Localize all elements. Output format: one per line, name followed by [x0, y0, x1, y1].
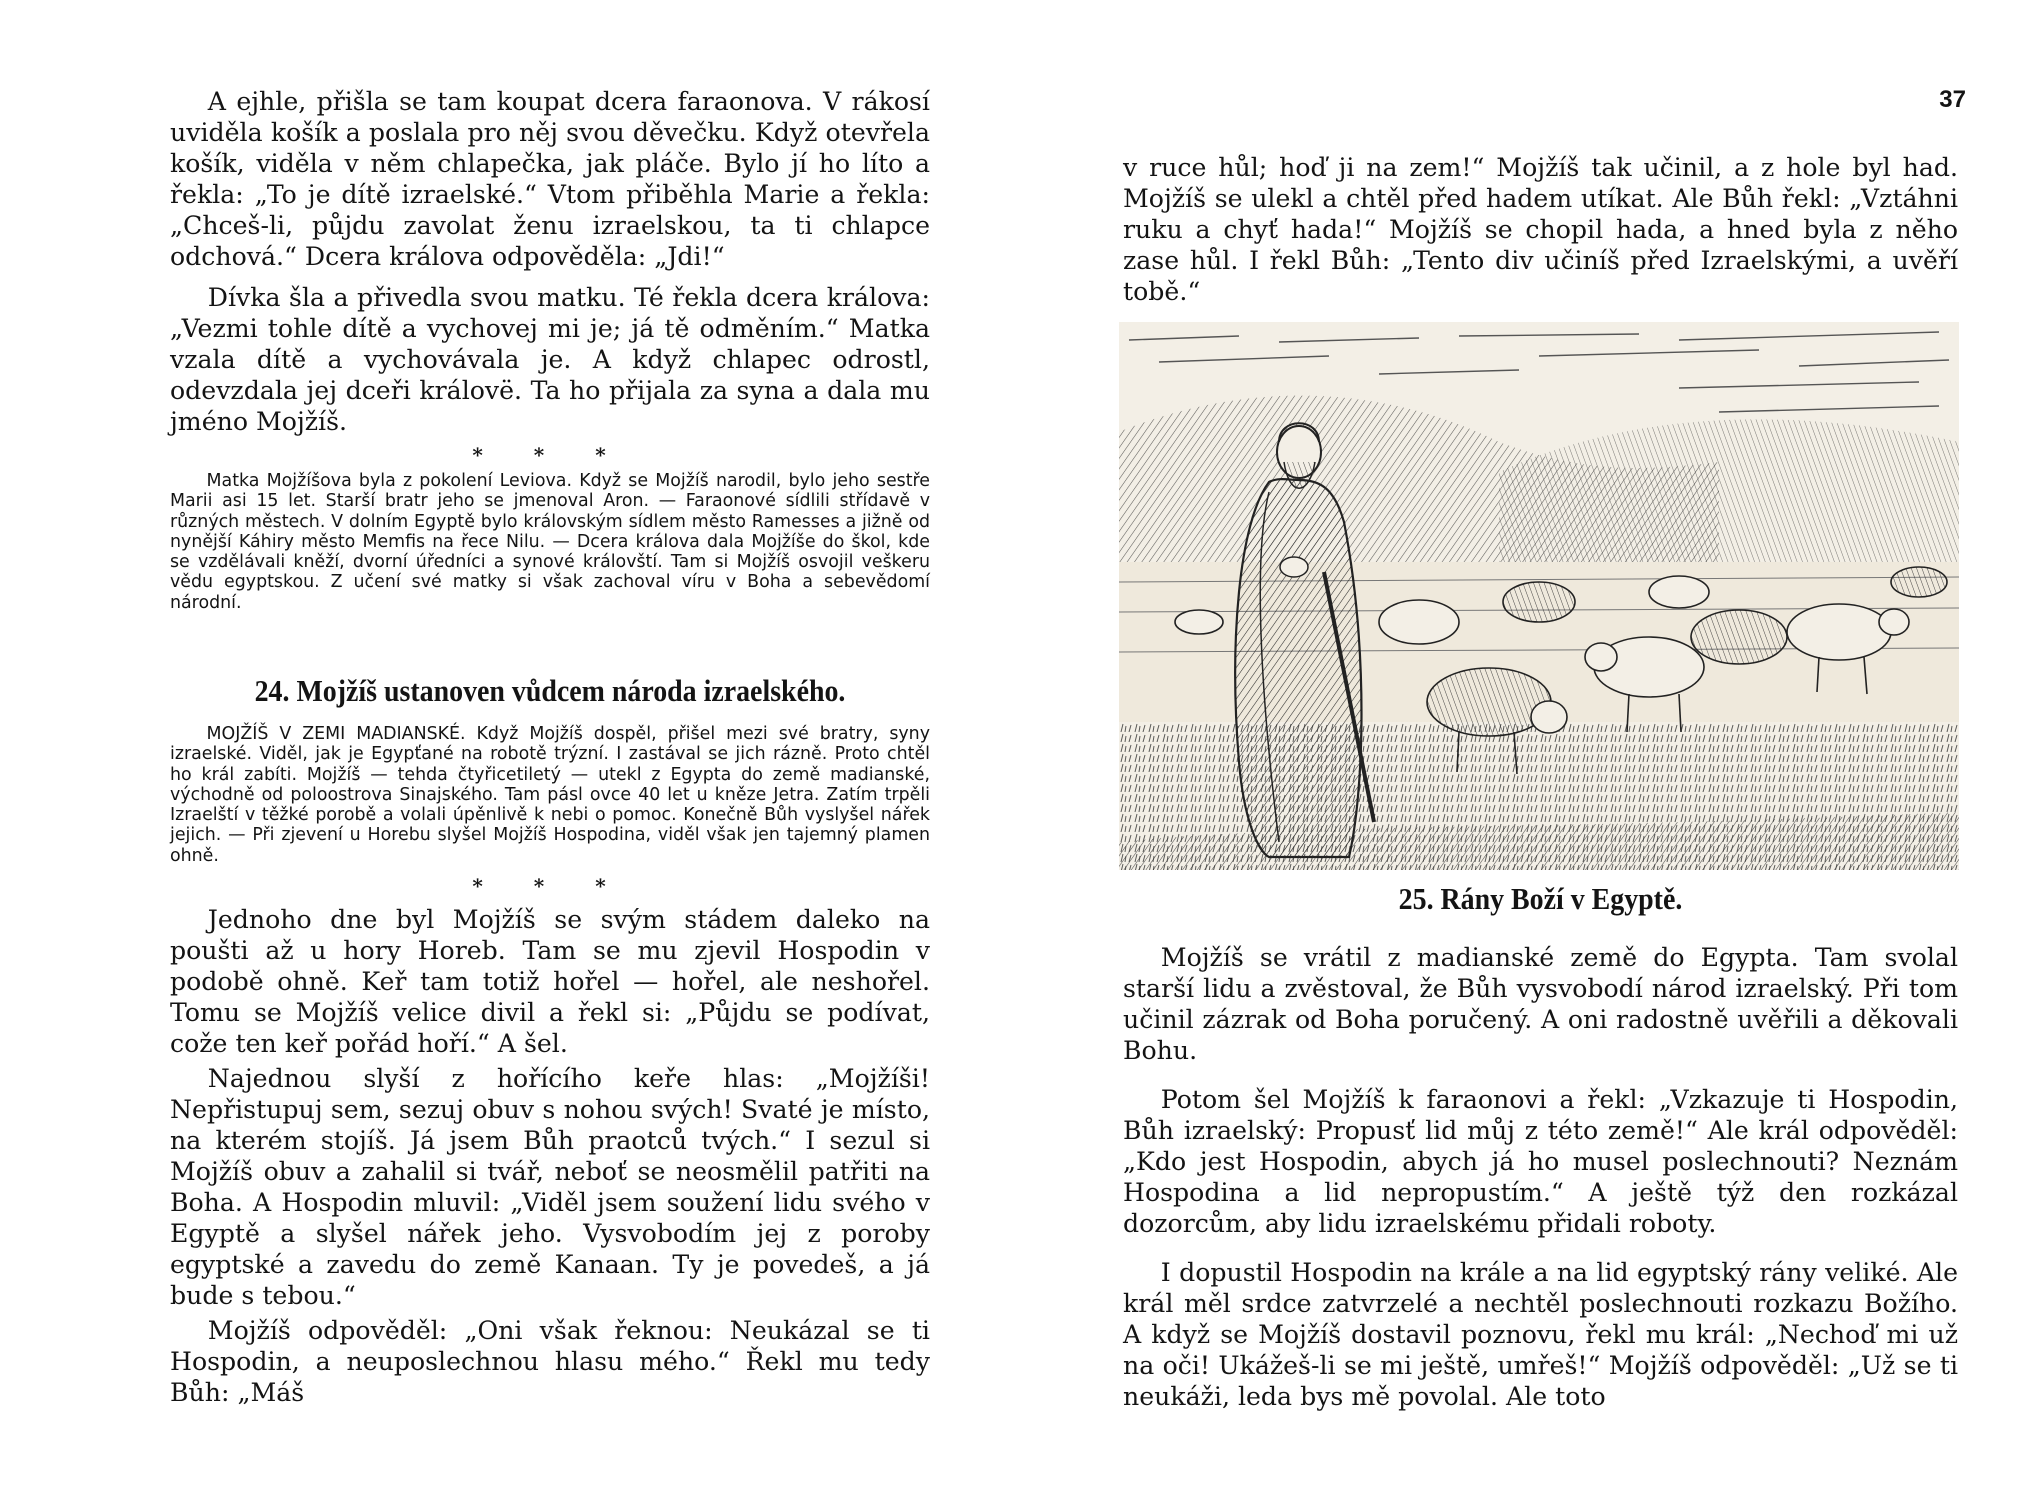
paragraph-reply: Mojžíš odpověděl: „Oni však řeknou: Neukázal se ti Hospodin, a neuposlechnou hlasu mého.“ Řekl mu tedy Bůh: „Máš	[170, 1316, 930, 1408]
section-separator: * * *	[472, 874, 628, 899]
chapter-heading-25: 25. Rány Boží v Egyptě.	[1398, 881, 1683, 916]
right-text-bottom	[1123, 880, 1958, 1412]
right-page	[1013, 0, 2026, 1500]
note-moses-family: Matka Mojžíšova byla z pokolení Leviova. Když se Mojžíš narodil, bylo jeho sestře Marii asi 15 let. Starší bratr jeho se jmenoval Aron. — Faraonové sídlili střídavě v různých městech. V dolním Egyptě bylo královským sídlem město Ramesses a jižně od nynější Káhiry město Memfis na řece Nilu. — Dcera králova dala Mojžíše do škol, kde se vzdělávali kněží, dvorní úředníci a synové královští. Tam si Mojžíš osvojil veškeru vědu egyptskou. Z učení své matky si však zachoval víru v Boha a sebevědomí národní.	[170, 471, 930, 613]
paragraph-basket: A ejhle, přišla se tam koupat dcera faraonova. V rákosí uviděla košík a poslala pro něj svou děvečku. Když otevřela košík, viděla v něm chlapečka, jak pláče. Bylo jí ho líto a řekla: „To je dítě izraelské.“ Vtom přiběhla Marie a řekla: „Chceš-li, půjdu zavolat ženu izraelskou, ta ti chlapce odchová.“ Dcera králova odpověděla: „Jdi!“	[170, 87, 930, 271]
left-text-bottom	[170, 672, 930, 1408]
shepherd-flock-illustration	[1119, 322, 1959, 870]
paragraph-voice: Najednou slyší z hořícího keře hlas: „Mojžíši! Nepřistupuj sem, sezuj obuv s nohou svých! Svaté je místo, na kterém stojíš. Já jsem Bůh praotců tvých.“ I sezul si Mojžíš obuv a zahalil si tvář, neboť se neosmělil patřiti na Boha. A Hospodin mluvil: „Viděl jsem soužení lidu svého v Egyptě a slyšel nářek jeho. Vysvobodím jej z poroby egyptské a zavedu do země Kanaan. Ty je povedeš, a já bude s tebou.“	[170, 1064, 930, 1311]
paragraph-return: Mojžíš se vrátil z madianské země do Egypta. Tam svolal starší lidu a zvěstoval, že Bůh vysvobodí národ izraelský. Při tom učinil zázrak od Boha poručený. A oni radostně uvěřili a děkovali Bohu.	[1123, 943, 1958, 1065]
paragraph-burning-bush: Jednoho dne byl Mojžíš se svým stádem daleko na poušti až u hory Horeb. Tam se mu zjevil Hospodin v podobě ohně. Keř tam totiž hořel — hořel, ale neshořel. Tomu se Mojžíš velice divil a řekl si: „Půjdu se podívat, cože ten keř pořád hoří.“ A šel.	[170, 905, 930, 1059]
page-number: 37	[1939, 86, 1966, 113]
left-text-top	[170, 86, 930, 613]
paragraph-staff: v ruce hůl; hoď ji na zem!“ Mojžíš tak učinil, a z hole byl had. Mojžíš se ulekl a chtěl před hadem utíkat. Ale Bůh řekl: „Vztáhni ruku a chyť hada!“ Mojžíš se chopil hada, a hned byla z něho zase hůl. I řekl Bůh: „Tento div učiníš před Izraelskými, a uvěří tobě.“	[1123, 153, 1958, 306]
section-separator: * * *	[472, 443, 628, 467]
paragraph-pharaoh: Potom šel Mojžíš k faraonovi a řekl: „Vzkazuje ti Hospodin, Bůh izraelský: Propusť lid můj z této země!“ Ale král odpověděl: „Kdo jest Hospodin, abych já ho musel poslechnouti? Neznám Hospodina a lid nepropustím.“ A ještě týž den rozkázal dozorcům, aby lidu izraelskému přidali roboty.	[1123, 1085, 1958, 1238]
chapter-heading-24: 24. Mojžíš ustanoven vůdcem národa izraelského.	[254, 673, 846, 708]
note-madian: MOJŽÍŠ V ZEMI MADIANSKÉ. Když Mojžíš dospěl, přišel mezi své bratry, syny izraelské. Viděl, jak je Egypťané na robotě trýzní. I zastával se jich rázně. Proto chtěl ho král zabíti. Mojžíš — tehda čtyřicetiletý — utekl z Egypta do země madianské, východně od poloostrova Sinajského. Tam pásl ovce 40 let u kněze Jetra. Zatím trpěli Izraelští v těžké porobě a volali úpěnlivě k nebi o pomoc. Konečně Bůh vyslyšel nářek jejich. — Při zjevení u Horebu slyšel Mojžíš Hospodina, viděl však jen tajemný plamen ohně.	[170, 724, 930, 866]
paragraph-mother: Dívka šla a přivedla svou matku. Té řekla dcera králova: „Vezmi tohle dítě a vychovej mi je; já tě odměním.“ Matka vzala dítě a vychovávala je. A když chlapec odrostl, odevzdala jej dceři královë. Ta ho přijala za syna a dala mu jméno Mojžíš.	[170, 283, 930, 436]
right-text-top	[1123, 152, 1958, 307]
paragraph-plagues: I dopustil Hospodin na krále a na lid egyptský rány veliké. Ale král měl srdce zatvrzelé a nechtěl poslechnouti rozkazu Božího. A když se Mojžíš dostavil poznovu, řekl mu král: „Nechoď mi už na oči! Ukážeš-li se mi ještě, umřeš!“ Mojžíš odpověděl: „Už se ti neukáži, leda bys mě povolal. Ale toto	[1123, 1258, 1958, 1411]
